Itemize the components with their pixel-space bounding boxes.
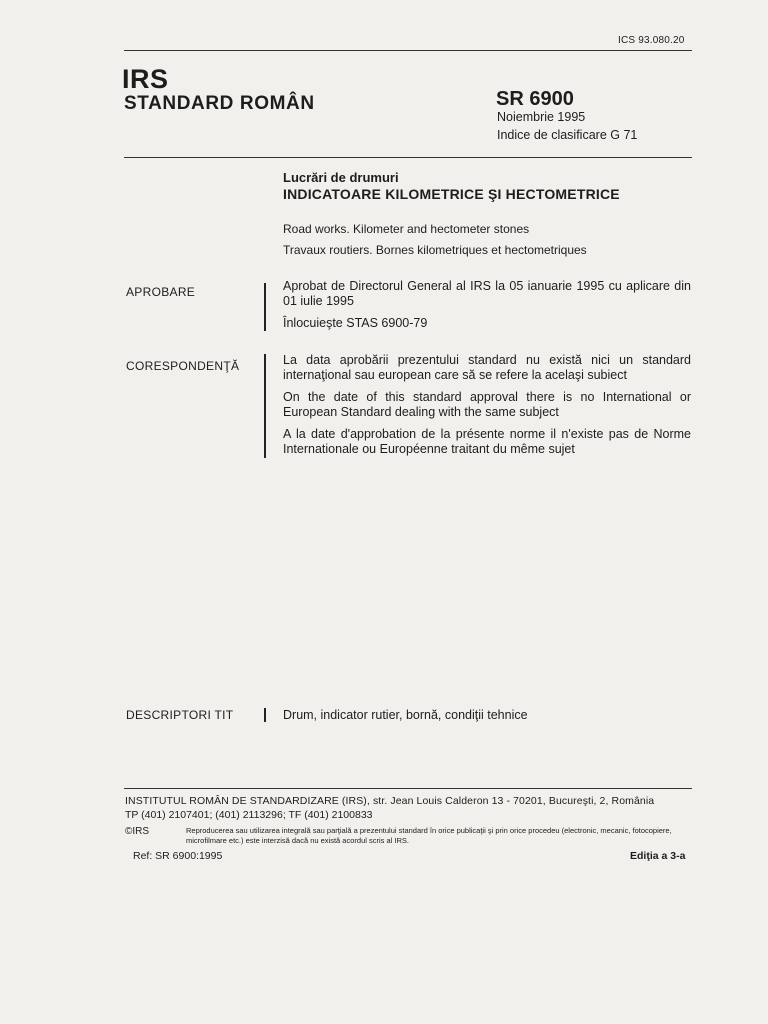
copyright: ©IRS [125, 826, 150, 837]
corespondenta-ro: La data aprobării prezentului standard nu există nici un standard internaţional sau european care să se refere la acelaşi subiect [283, 353, 691, 382]
aprobare-bar [264, 283, 266, 331]
standard-number: SR 6900 [496, 88, 574, 110]
title-fr: Travaux routiers. Bornes kilometriques et hectometriques [283, 243, 587, 257]
title-ro-line1: Lucrări de drumuri [283, 170, 399, 185]
descriptori-text: Drum, indicator rutier, bornă, condiţii tehnice [283, 708, 528, 722]
footer-rule [124, 788, 692, 789]
corespondenta-fr: A la date d'approbation de la présente norme il n'existe pas de Norme Internationale ou Européenne traitant du même sujet [283, 427, 691, 456]
corespondenta-bar [264, 354, 266, 458]
ics-code: ICS 93.080.20 [618, 35, 685, 46]
title-ro-line2: INDICATOARE KILOMETRICE ŞI HECTOMETRICE [283, 186, 620, 202]
institute-address: INSTITUTUL ROMÂN DE STANDARDIZARE (IRS), str. Jean Louis Calderon 13 - 70201, Bucureşti, 2, România [125, 795, 655, 807]
standard-date: Noiembrie 1995 [497, 110, 586, 124]
descriptori-label: DESCRIPTORI TIT [126, 708, 234, 722]
reproduction-notice: Reproducerea sau utilizarea integrală sau parţială a prezentului standard în orice publicaţii şi prin orice procedeu (electronic, mecanic, fotocopiere, microfilmare etc.) este interzisă dacă nu există acordul scris al IRS. [186, 826, 672, 845]
top-rule [124, 50, 692, 51]
edition: Ediţia a 3-a [630, 850, 686, 862]
standard-label: STANDARD ROMÂN [124, 93, 315, 114]
corespondenta-label: CORESPONDENŢĂ [126, 359, 240, 373]
descriptori-bar [264, 708, 266, 722]
institute-phones: TP (401) 2107401; (401) 2113296; TF (401) 2100833 [125, 809, 373, 821]
header-rule [124, 157, 692, 158]
replaces-text: Înlocuieşte STAS 6900-79 [283, 316, 428, 330]
title-en: Road works. Kilometer and hectometer stones [283, 222, 530, 236]
aprobare-text: Aprobat de Directorul General al IRS la 05 ianuarie 1995 cu aplicare din 01 iulie 1995 [283, 279, 691, 308]
document-ref: Ref: SR 6900:1995 [133, 850, 223, 862]
org-name: IRS [122, 64, 169, 94]
corespondenta-en: On the date of this standard approval there is no International or European Standard dealing with the same subject [283, 390, 691, 419]
classification-index: Indice de clasificare G 71 [497, 128, 638, 142]
aprobare-label: APROBARE [126, 285, 196, 299]
